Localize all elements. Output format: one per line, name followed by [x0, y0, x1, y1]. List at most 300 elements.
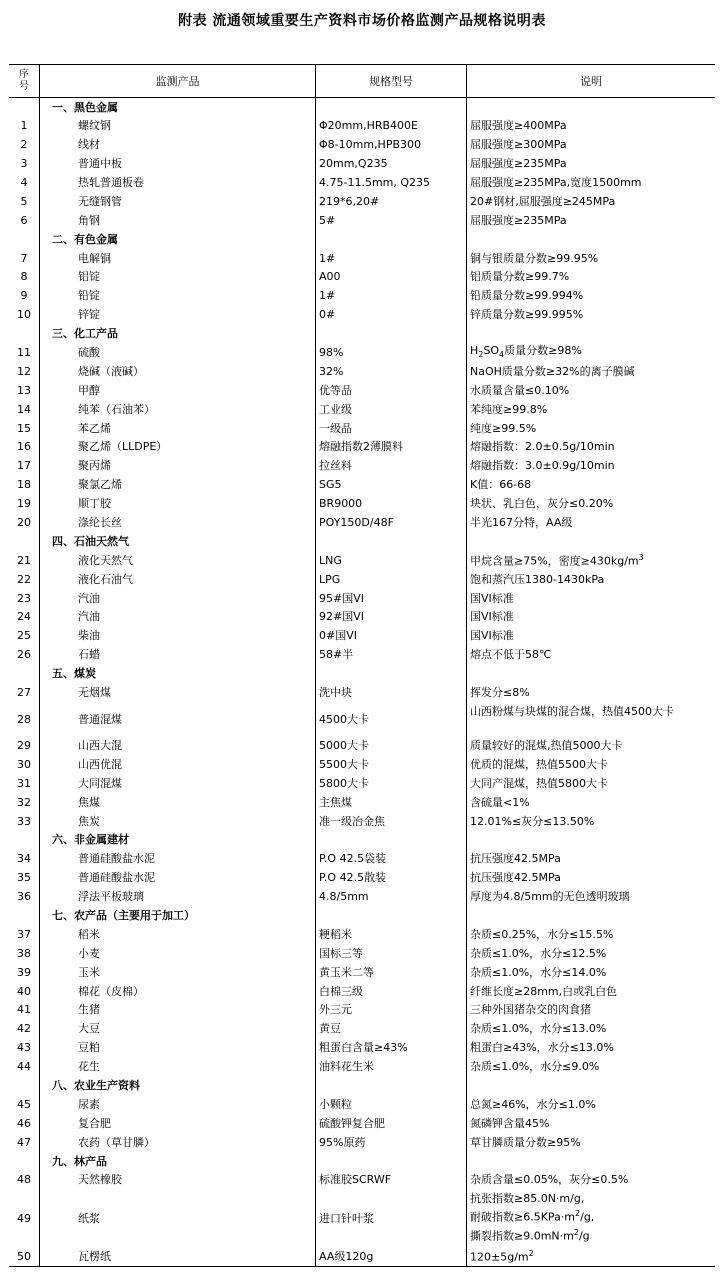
- row-no: 31: [9, 774, 40, 793]
- row-spec: [316, 532, 467, 551]
- product-spec: A00: [316, 268, 467, 287]
- row-no: 21: [9, 551, 40, 570]
- product-spec: BR9000: [316, 494, 467, 513]
- product-name: 聚丙烯: [40, 456, 316, 475]
- table-row: [9, 1038, 715, 1057]
- product-spec: 优等品: [316, 381, 467, 400]
- product-name: 热轧普通板卷: [40, 173, 316, 192]
- product-spec: 油料花生米: [316, 1057, 467, 1076]
- row-no: [9, 830, 40, 849]
- product-name: 硫酸: [40, 343, 316, 362]
- product-name: 豆粕: [40, 1038, 316, 1057]
- row-no: 33: [9, 812, 40, 831]
- product-note: 水质量含量≤0.10%: [470, 383, 570, 397]
- row-no: 43: [9, 1038, 40, 1057]
- product-name: 棉花（皮棉）: [40, 982, 316, 1001]
- product-note: 国VI标准: [470, 610, 514, 624]
- product-name: 焦炭: [40, 812, 316, 831]
- category-name: 五、煤炭: [40, 664, 316, 683]
- product-note: 熔融指数：3.0±0.9g/10min: [470, 459, 615, 473]
- product-name: 瓦楞纸: [40, 1247, 316, 1266]
- table-row: [9, 116, 715, 135]
- table-row: [9, 887, 715, 906]
- row-no: 25: [9, 626, 40, 645]
- row-no: 17: [9, 456, 40, 475]
- product-name: 山西优混: [40, 755, 316, 774]
- table-row: [9, 438, 715, 457]
- row-no: 34: [9, 849, 40, 868]
- product-spec: 粗蛋白含量≥43%: [316, 1038, 467, 1057]
- product-name: 汽油: [40, 608, 316, 627]
- product-name: 汽油: [40, 589, 316, 608]
- product-name: 农药（草甘膦）: [40, 1133, 316, 1152]
- product-spec: 20mm,Q235: [316, 154, 467, 173]
- product-name: 烧碱（液碱）: [40, 362, 316, 381]
- row-no: 8: [9, 268, 40, 287]
- product-spec: 1#: [316, 249, 467, 268]
- table-row: [9, 494, 715, 513]
- product-spec: POY150D/48F: [316, 513, 467, 532]
- table-row: [9, 736, 715, 755]
- row-no: 22: [9, 570, 40, 589]
- category-name: 一、黑色金属: [40, 98, 316, 117]
- row-note: [467, 230, 716, 249]
- product-note: 质量较好的混煤,热值5000大卡: [470, 738, 623, 752]
- table-row: [9, 249, 715, 268]
- product-note: 厚度为4.8/5mm的无色透明玻璃: [470, 890, 630, 904]
- product-name: 无缝钢管: [40, 192, 316, 211]
- row-no: 38: [9, 944, 40, 963]
- row-no: 6: [9, 211, 40, 230]
- row-spec: [316, 324, 467, 343]
- product-name: 稻米: [40, 925, 316, 944]
- product-note: K值：66-68: [470, 478, 532, 492]
- product-note: 屈服强度≥235MPa: [470, 213, 567, 227]
- product-note: 屈服强度≥400MPa: [470, 119, 567, 133]
- table-row: [9, 1095, 715, 1114]
- row-no: 44: [9, 1057, 40, 1076]
- table-row: [9, 589, 715, 608]
- product-note: 大同产混煤，热值5800大卡: [470, 776, 608, 790]
- table-row: [9, 626, 715, 645]
- category-name: 六、非金属建材: [40, 830, 316, 849]
- product-name: 花生: [40, 1057, 316, 1076]
- product-spec: 4.8/5mm: [316, 887, 467, 906]
- product-spec: 外三元: [316, 1000, 467, 1019]
- product-name: 天然橡胶: [40, 1170, 316, 1189]
- product-note: 抗压强度42.5MPa: [470, 871, 561, 885]
- product-note: 苯纯度≥99.8%: [470, 402, 548, 416]
- product-spec: 小颗粒: [316, 1095, 467, 1114]
- superscript: 2: [573, 1228, 579, 1238]
- product-name: 铝锭: [40, 268, 316, 287]
- row-no: 42: [9, 1019, 40, 1038]
- product-note: 甲烷含量≥75%，密度$\ge 430kg/m^3$: [470, 552, 644, 568]
- product-spec: 95#国VI: [316, 589, 467, 608]
- product-spec: 98%: [316, 343, 467, 362]
- product-note: $H_2SO_4$质量分数≥98%: [470, 344, 582, 360]
- product-note: 杂质≤1.0%，水分≤14.0%: [470, 965, 607, 979]
- table-header-row: [9, 65, 715, 98]
- product-name: 大同混煤: [40, 774, 316, 793]
- row-no: [9, 324, 40, 343]
- product-note: 饱和蒸汽压1380-1430kPa: [470, 572, 605, 586]
- product-note: 三种外国猪杂交的肉食猪: [470, 1003, 591, 1017]
- product-name: 锌锭: [40, 305, 316, 324]
- row-spec: [316, 906, 467, 925]
- row-no: 50: [9, 1247, 40, 1266]
- product-note: 屈服强度≥235MPa,宽度1500mm: [470, 176, 642, 189]
- table-row: [9, 608, 715, 627]
- row-no: [9, 98, 40, 117]
- product-note: 挥发分≤8%: [470, 686, 530, 700]
- table-row: [9, 944, 715, 963]
- row-no: 16: [9, 438, 40, 457]
- row-spec: [316, 230, 467, 249]
- row-no: 20: [9, 513, 40, 532]
- category-name: 七、农产品（主要用于加工）: [40, 906, 316, 925]
- product-spec: 洗中块: [316, 683, 467, 702]
- product-note: 杂质≤0.25%，水分≤15.5%: [470, 927, 614, 941]
- row-no: 13: [9, 381, 40, 400]
- row-no: [9, 906, 40, 925]
- table-row: [9, 456, 715, 475]
- product-note: 草甘膦质量分数≥95%: [470, 1135, 581, 1149]
- table-row: [9, 513, 715, 532]
- product-note: 优质的混煤，热值5500大卡: [470, 757, 608, 771]
- row-no: 1: [9, 116, 40, 135]
- product-name: 生猪: [40, 1000, 316, 1019]
- table-row: [9, 683, 715, 702]
- product-spec: 白棉三级: [316, 982, 467, 1001]
- row-no: 18: [9, 475, 40, 494]
- row-spec: [316, 98, 467, 117]
- product-spec: 硫酸钾复合肥: [316, 1114, 467, 1133]
- product-note: 山西粉煤与块煤的混合煤，热值4500大卡: [470, 705, 674, 718]
- product-name: 角钢: [40, 211, 316, 230]
- product-note: 铜与银质量分数≥99.95%: [470, 251, 599, 265]
- product-spec: 5500大卡: [316, 755, 467, 774]
- row-note: [467, 98, 716, 117]
- product-name: 无烟煤: [40, 683, 316, 702]
- product-spec: 黄玉米二等: [316, 963, 467, 982]
- row-no: 19: [9, 494, 40, 513]
- table-row: [9, 812, 715, 831]
- row-no: 3: [9, 154, 40, 173]
- category-name: 三、化工产品: [40, 324, 316, 343]
- spec-table: [9, 64, 715, 1267]
- table-row: [9, 1247, 715, 1266]
- product-name: 普通硅酸盐水泥: [40, 849, 316, 868]
- product-note: 国VI标准: [470, 629, 514, 643]
- category-row: [9, 1152, 715, 1171]
- table-row: [9, 645, 715, 664]
- category-row: [9, 664, 715, 683]
- row-no: [9, 664, 40, 683]
- row-note: [467, 664, 716, 683]
- row-no: 30: [9, 755, 40, 774]
- product-note: 抗张指数≥85.0N·m/g, 耐破指数$\ge 6.5KPa\cdot m^2/g$, 撕裂指数$\ge 9.0mN\cdot m^2/g$: [470, 1192, 595, 1243]
- product-note: 粗蛋白≥43%，水分≤13.0%: [470, 1041, 614, 1055]
- product-spec: 4.75-11.5mm, Q235: [316, 173, 467, 192]
- category-name: 九、林产品: [40, 1152, 316, 1171]
- product-spec: 国标三等: [316, 944, 467, 963]
- product-spec: 5800大卡: [316, 774, 467, 793]
- product-spec: 58#半: [316, 645, 467, 664]
- table-row: [9, 1019, 715, 1038]
- category-row: [9, 1076, 715, 1095]
- category-name: 八、农业生产资料: [40, 1076, 316, 1095]
- table-row: [9, 755, 715, 774]
- subscript: 2: [478, 350, 484, 360]
- product-spec: 黄豆: [316, 1019, 467, 1038]
- product-name: 普通混煤: [40, 702, 316, 736]
- product-note: 氮磷钾含量45%: [470, 1116, 550, 1130]
- row-no: 4: [9, 173, 40, 192]
- row-spec: [316, 664, 467, 683]
- product-spec: 0#国VI: [316, 626, 467, 645]
- table-row: [9, 570, 715, 589]
- table-row: [9, 381, 715, 400]
- product-note: 锌质量分数≥99.995%: [470, 308, 584, 322]
- row-no: [9, 1152, 40, 1171]
- row-no: 47: [9, 1133, 40, 1152]
- product-name: 电解铜: [40, 249, 316, 268]
- table-row: [9, 551, 715, 570]
- product-note: 杂质含量≤0.05%，灰分≤0.5%: [470, 1173, 629, 1187]
- product-spec: P.O 42.5袋装: [316, 849, 467, 868]
- product-name: 聚乙烯（LLDPE）: [40, 438, 316, 457]
- row-no: 28: [9, 702, 40, 736]
- product-name: 大豆: [40, 1019, 316, 1038]
- table-row: [9, 849, 715, 868]
- row-spec: [316, 1076, 467, 1095]
- row-no: 24: [9, 608, 40, 627]
- product-spec: P.O 42.5散装: [316, 868, 467, 887]
- row-no: 14: [9, 400, 40, 419]
- product-spec: 准一级冶金焦: [316, 812, 467, 831]
- product-note: 铅质量分数≥99.994%: [470, 289, 584, 303]
- row-note: [467, 830, 716, 849]
- product-name: 小麦: [40, 944, 316, 963]
- product-spec: SG5: [316, 475, 467, 494]
- table-row: [9, 774, 715, 793]
- row-no: 12: [9, 362, 40, 381]
- product-name: 复合肥: [40, 1114, 316, 1133]
- category-row: [9, 830, 715, 849]
- product-name: 尿素: [40, 1095, 316, 1114]
- product-note: 总氮≥46%，水分≤1.0%: [470, 1097, 596, 1111]
- table-row: [9, 1133, 715, 1152]
- product-name: 焦煤: [40, 793, 316, 812]
- row-no: 15: [9, 419, 40, 438]
- product-name: 纸浆: [40, 1189, 316, 1247]
- product-note: NaOH质量分数≥32%的离子膜碱: [470, 364, 635, 378]
- product-note: 杂质≤1.0%，水分≤13.0%: [470, 1022, 607, 1036]
- product-note: 含硫量<1%: [470, 795, 530, 809]
- row-note: [467, 1076, 716, 1095]
- product-name: 螺纹钢: [40, 116, 316, 135]
- category-row: [9, 98, 715, 117]
- product-spec: 95%原药: [316, 1133, 467, 1152]
- product-spec: 92#国VI: [316, 608, 467, 627]
- category-row: [9, 532, 715, 551]
- product-name: 液化天然气: [40, 551, 316, 570]
- product-spec: 219*6,20#: [316, 192, 467, 211]
- row-no: 49: [9, 1189, 40, 1247]
- row-no: 46: [9, 1114, 40, 1133]
- table-row: [9, 305, 715, 324]
- product-note: 纤维长度≥28mm,白或乳白色: [470, 984, 618, 998]
- row-no: 27: [9, 683, 40, 702]
- superscript: 2: [575, 1209, 581, 1219]
- product-note: 12.01%≤灰分≤13.50%: [470, 814, 595, 828]
- product-note: 国VI标准: [470, 591, 514, 605]
- product-name: 普通中板: [40, 154, 316, 173]
- product-spec: 4500大卡: [316, 702, 467, 736]
- table-row: [9, 925, 715, 944]
- table-row: [9, 362, 715, 381]
- product-name: 苯乙烯: [40, 419, 316, 438]
- table-row: [9, 173, 715, 192]
- product-note: 熔融指数：2.0±0.5g/10min: [470, 440, 615, 454]
- category-name: 四、石油天然气: [40, 532, 316, 551]
- category-row: [9, 230, 715, 249]
- table-row: [9, 475, 715, 494]
- product-name: 玉米: [40, 963, 316, 982]
- row-no: [9, 1076, 40, 1095]
- product-note: 熔点不低于58℃: [470, 648, 552, 662]
- product-name: 液化石油气: [40, 570, 316, 589]
- product-spec: Φ20mm,HRB400E: [316, 116, 467, 135]
- table-row: [9, 400, 715, 419]
- product-spec: AA级120g: [316, 1247, 467, 1266]
- table-row: [9, 192, 715, 211]
- product-note: 半光167分特，AA级: [470, 516, 573, 530]
- table-row: [9, 135, 715, 154]
- row-note: [467, 532, 716, 551]
- product-spec: 一级品: [316, 419, 467, 438]
- product-spec: LPG: [316, 570, 467, 589]
- product-name: 线材: [40, 135, 316, 154]
- product-spec: 工业级: [316, 400, 467, 419]
- product-spec: 进口针叶浆: [316, 1189, 467, 1247]
- row-no: 41: [9, 1000, 40, 1019]
- product-name: 山西大混: [40, 736, 316, 755]
- header-no-label: 序 号: [19, 69, 29, 92]
- product-name: 甲醇: [40, 381, 316, 400]
- product-name: 石蜡: [40, 645, 316, 664]
- superscript: 3: [638, 552, 644, 562]
- row-spec: [316, 1152, 467, 1171]
- category-row: [9, 324, 715, 343]
- product-note: 屈服强度≥300MPa: [470, 138, 567, 152]
- row-note: [467, 906, 716, 925]
- product-spec: 0#: [316, 305, 467, 324]
- table-row: [9, 343, 715, 362]
- product-spec: 标准胶SCRWF: [316, 1170, 467, 1189]
- product-name: 浮法平板玻璃: [40, 887, 316, 906]
- product-note: 纯度≥99.5%: [470, 421, 537, 435]
- product-name: 涤纶长丝: [40, 513, 316, 532]
- category-row: [9, 906, 715, 925]
- table-row: [9, 1170, 715, 1189]
- header-product: 监测产品: [40, 65, 316, 98]
- row-no: 45: [9, 1095, 40, 1114]
- superscript: 2: [528, 1249, 534, 1259]
- header-spec: 规格型号: [316, 65, 467, 98]
- product-note: 抗压强度42.5MPa: [470, 852, 561, 866]
- row-no: 10: [9, 305, 40, 324]
- row-no: 35: [9, 868, 40, 887]
- table-row: [9, 419, 715, 438]
- row-spec: [316, 830, 467, 849]
- table-row: [9, 1114, 715, 1133]
- row-no: 37: [9, 925, 40, 944]
- header-note: 说明: [467, 65, 716, 98]
- table-row: [9, 1057, 715, 1076]
- product-note: 杂质≤1.0%，水分≤9.0%: [470, 1060, 600, 1074]
- table-row: [9, 1000, 715, 1019]
- row-no: 7: [9, 249, 40, 268]
- product-note: 铝质量分数≥99.7%: [470, 270, 570, 284]
- table-row: [9, 868, 715, 887]
- page-title: 附表 流通领域重要生产资料市场价格监测产品规格说明表: [178, 13, 546, 29]
- table-row: [9, 963, 715, 982]
- row-no: [9, 532, 40, 551]
- row-note: [467, 324, 716, 343]
- row-no: 23: [9, 589, 40, 608]
- product-name: 顺丁胶: [40, 494, 316, 513]
- product-spec: 拉丝料: [316, 456, 467, 475]
- row-no: 29: [9, 736, 40, 755]
- product-note: $120\pm 5g/m^2$: [467, 1247, 716, 1266]
- product-spec: 32%: [316, 362, 467, 381]
- product-spec: 熔融指数2薄膜料: [316, 438, 467, 457]
- row-no: 48: [9, 1170, 40, 1189]
- table-row: [9, 702, 715, 736]
- category-name: 二、有色金属: [40, 230, 316, 249]
- product-name: 柴油: [40, 626, 316, 645]
- subscript: 4: [499, 350, 505, 360]
- product-spec: 主焦煤: [316, 793, 467, 812]
- table-row: [9, 268, 715, 287]
- product-spec: Φ8-10mm,HPB300: [316, 135, 467, 154]
- product-spec: 1#: [316, 286, 467, 305]
- table-row: [9, 982, 715, 1001]
- product-spec: 5#: [316, 211, 467, 230]
- row-no: 40: [9, 982, 40, 1001]
- product-spec: 5000大卡: [316, 736, 467, 755]
- table-body: [9, 98, 715, 1267]
- table-row: [9, 1189, 715, 1247]
- row-no: 11: [9, 343, 40, 362]
- row-no: 36: [9, 887, 40, 906]
- table-row: [9, 286, 715, 305]
- row-no: 26: [9, 645, 40, 664]
- header-no: [9, 65, 40, 98]
- table-row: [9, 154, 715, 173]
- product-note: 20#钢材,屈服强度≥245MPa: [470, 194, 616, 208]
- product-note: 杂质≤1.0%，水分≤12.5%: [470, 946, 607, 960]
- row-no: 5: [9, 192, 40, 211]
- product-spec: LNG: [316, 551, 467, 570]
- product-name: 聚氯乙烯: [40, 475, 316, 494]
- product-note: 块状、乳白色，灰分≤0.20%: [470, 497, 614, 511]
- row-no: 2: [9, 135, 40, 154]
- row-no: 9: [9, 286, 40, 305]
- table-row: [9, 211, 715, 230]
